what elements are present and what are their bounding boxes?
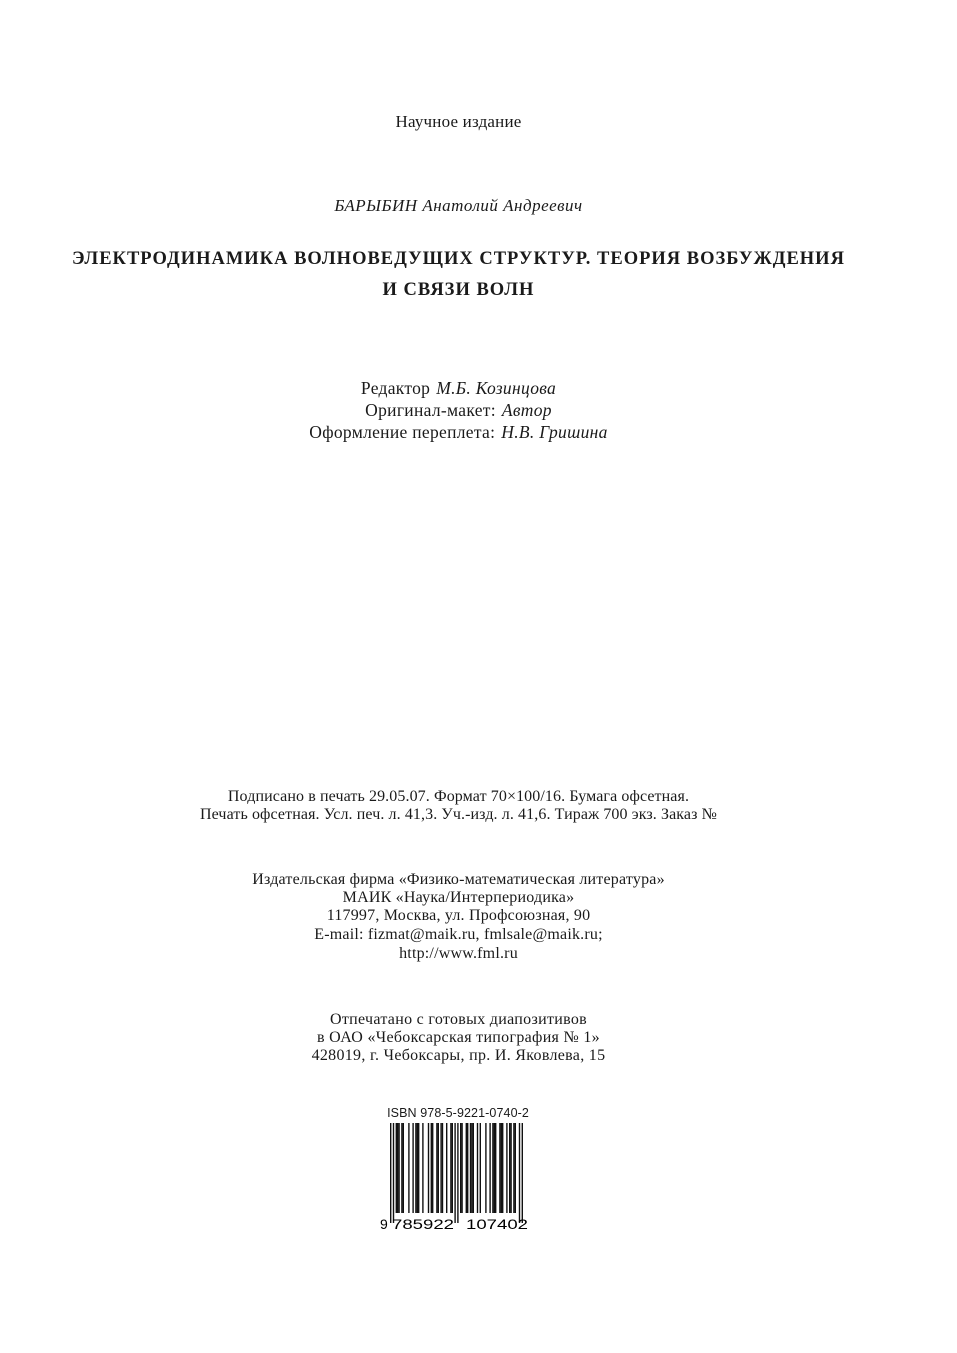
credit-name: Автор [501, 400, 552, 420]
barcode-bar [470, 1123, 471, 1213]
barcode-guard-bar [522, 1123, 523, 1223]
barcode-bar [403, 1123, 404, 1213]
barcode-bar [509, 1123, 510, 1213]
barcode-guard-bar [519, 1123, 520, 1223]
book-title-line-2: И СВЯЗИ ВОЛН [382, 280, 535, 300]
barcode-bar [506, 1123, 507, 1213]
barcode-bar [415, 1123, 416, 1213]
barcode-bar [436, 1123, 437, 1213]
credit-role: Оригинал-макет: [365, 400, 496, 420]
barcode-bar [398, 1123, 399, 1213]
barcode-bar [466, 1123, 467, 1213]
barcode-digit-first: 9 [380, 1216, 388, 1232]
barcode-bar [446, 1123, 447, 1213]
publisher-address: 117997, Москва, ул. Профсоюзная, 90 [326, 907, 591, 924]
barcode-bar [473, 1123, 474, 1213]
barcode-bar [450, 1123, 451, 1213]
book-title-line-1: ЭЛЕКТРОДИНАМИКА ВОЛНОВЕДУЩИХ СТРУКТУР. ТЕОРИЯ ВОЗБУЖДЕНИЯ [72, 249, 845, 269]
barcode-bar [492, 1123, 493, 1213]
publisher-website: http://www.fml.ru [399, 945, 518, 962]
isbn-label: ISBN 978-5-9221-0740-2 [387, 1106, 529, 1120]
printer-address: 428019, г. Чебоксары, пр. И. Яковлева, 15 [311, 1047, 606, 1064]
series-label: Научное издание [395, 112, 522, 131]
barcode-bar [461, 1123, 462, 1213]
author-name: БАРЫБИН Анатолий Андреевич [334, 196, 583, 215]
barcode-bar [494, 1123, 495, 1213]
barcode-guard-bar [390, 1123, 391, 1223]
credit-role: Редактор [360, 378, 431, 398]
barcode-bar [397, 1123, 398, 1213]
barcode-bar [452, 1123, 453, 1213]
credit-layout [0, 400, 917, 421]
barcode-digits-right: 107402 [466, 1216, 529, 1232]
publisher-maik: МАИК «Наука/Интерпериодика» [342, 889, 575, 906]
barcode-bar [440, 1123, 441, 1213]
printer-line-1: Отпечатано с готовых диапозитивов [329, 1011, 588, 1028]
barcode-bar [432, 1123, 433, 1213]
credit-name: Н.В. Гришина [501, 422, 608, 442]
credit-cover [0, 422, 917, 443]
isbn-block [380, 1106, 536, 1233]
barcode-bar [477, 1123, 478, 1213]
barcode-bar [489, 1123, 490, 1213]
barcode-guard-bar [454, 1123, 455, 1223]
imprint-line-2: Печать офсетная. Усл. печ. л. 41,3. Уч.-изд. л. 41,6. Тираж 700 экз. Заказ № [199, 806, 718, 823]
barcode [380, 1123, 536, 1233]
barcode-bar [467, 1123, 468, 1213]
barcode-bars [390, 1123, 523, 1223]
barcode-bar [471, 1123, 472, 1213]
barcode-bar [428, 1123, 429, 1213]
barcode-bar [513, 1123, 514, 1213]
barcode-bar [495, 1123, 496, 1213]
barcode-bar [502, 1123, 503, 1213]
barcode-guard-bar [393, 1123, 394, 1223]
barcode-bar [418, 1123, 419, 1213]
barcode-bar [460, 1123, 461, 1213]
barcode-bar [422, 1123, 423, 1213]
barcode-bar [417, 1123, 418, 1213]
credit-role: Оформление переплета: [309, 422, 496, 442]
barcode-bar [412, 1123, 413, 1213]
publisher-email: E-mail: fizmat@maik.ru, fmlsale@maik.ru; [314, 926, 603, 943]
barcode-bar [499, 1123, 500, 1213]
barcode-bar [501, 1123, 502, 1213]
credit-name: М.Б. Козинцова [436, 378, 557, 398]
barcode-bar [485, 1123, 486, 1213]
publisher-name: Издательская фирма «Физико-математическая литература» [252, 871, 665, 888]
barcode-digits-left: 785922 [392, 1216, 455, 1232]
barcode-guard-bar [457, 1123, 458, 1223]
barcode-bar [438, 1123, 439, 1213]
barcode-bar [408, 1123, 409, 1213]
barcode-bar [480, 1123, 481, 1213]
credit-editor [0, 378, 917, 399]
barcode-bar [442, 1123, 443, 1213]
barcode-bar [431, 1123, 432, 1213]
barcode-bar [515, 1123, 516, 1213]
printer-line-2: в ОАО «Чебоксарская типография № 1» [317, 1029, 600, 1046]
barcode-bar [510, 1123, 511, 1213]
barcode-bar [401, 1123, 402, 1213]
imprint-line-1: Подписано в печать 29.05.07. Формат 70×100/16. Бумага офсетная. [227, 788, 690, 805]
barcode-bar [396, 1123, 397, 1213]
